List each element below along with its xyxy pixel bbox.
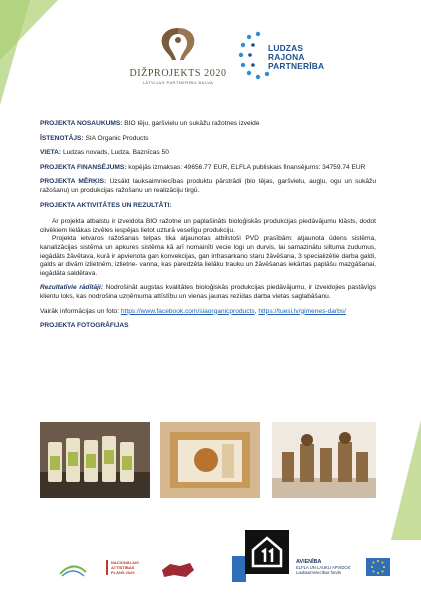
place-label: VIETA: <box>40 149 62 157</box>
implementer-value: SIA Organic Products <box>83 134 149 142</box>
dizprojekts-emblem-icon <box>156 24 200 66</box>
project-photos <box>40 422 380 502</box>
project-name-row <box>40 120 376 129</box>
eu-line-1: AVIENĪBA <box>296 559 322 565</box>
photos-heading: PROJEKTA FOTOGRĀFIJAS <box>40 322 129 330</box>
funding-label: PROJEKTA FINANSĒJUMS: <box>40 163 127 171</box>
plan-line-3: PLĀNS 2020 <box>111 570 135 575</box>
ludzas-line-2: RAJONA <box>268 52 305 62</box>
photo-products <box>272 422 376 498</box>
tuesi-link[interactable]: https://tuesi.lv/gimenes-darbs/ <box>258 307 346 315</box>
project-description <box>40 120 376 339</box>
results-row <box>40 284 376 301</box>
footer-logos <box>0 548 421 600</box>
plan-line-1: NACIONĀLAIS <box>111 560 139 565</box>
activities-paragraph-1: Ar projekta atbalstu ir izveidota BIO ražotne un paplašināts bioloģiskās produkcijas piedāvājumu klāsts, dodot cilvēkiem lielākas izvēles iespējas lietot uzturā veselīgu produkciju. <box>40 218 376 234</box>
overlay-badge[interactable] <box>245 530 289 574</box>
eu-flag-strip <box>232 556 246 582</box>
eu-line-2: ELFLA UN LAUKU APVIDOS <box>296 565 351 570</box>
national-plan-logo <box>106 560 139 575</box>
funding-value: kopējās izmaksas: 49656.77 EUR, ELFLA publiskais finansējums: 34759.74 EUR <box>126 163 366 171</box>
ludzas-line-1: LUDZAS <box>268 43 304 53</box>
latvia-map-icon <box>160 560 196 580</box>
implementer-label: ĪSTENOTĀJS: <box>40 134 84 142</box>
activities-heading: PROJEKTA AKTIVITĀTES UN REZULTĀTI: <box>40 201 172 209</box>
photo-tea-bags <box>40 422 150 498</box>
results-value: Nodrošināt augstas kvalitātes bioloģiskās produkcijas piedāvājumu, ir izveidojies pastāvīgs klientu loks, kas nodrošina uzņēmuma attīstību un vienas jaunas rezīdas darba vietas saglabāšanu. <box>40 284 376 300</box>
corner-decoration-bottom-right <box>381 420 421 540</box>
project-name-label: PROJEKTA NOSAUKUMS: <box>40 120 123 127</box>
funding-row <box>40 164 376 173</box>
more-info-row <box>40 308 376 317</box>
eu-line-3: Lauksaimniecības fonds <box>296 570 341 575</box>
dizprojekts-name: DIŽPROJEKTS 2020 <box>129 68 227 79</box>
eu-flag-icon <box>366 558 390 576</box>
goal-value: Uzsākt lauksaimniecības produktu pārstrādi (bio tējas, garšvielu, augļu, ogu un sukāžu ražošanu) un produkcijas ražošanu un realizāciju tirgū. <box>40 178 376 194</box>
place-value: Ludzas novads, Ludza, Baznīcas 50 <box>61 149 169 157</box>
plan-line-2: ATTĪSTĪBAS <box>111 565 135 570</box>
place-row <box>40 149 376 158</box>
project-name-value: BIO tēju, garšvielu un sukāžu ražotnes izveide <box>122 120 260 127</box>
eu-fund-logo <box>296 560 350 575</box>
house-number-icon <box>245 530 289 574</box>
more-info-text: Vairāk informācijas un foto: <box>40 307 121 315</box>
dizprojekts-logo <box>118 24 238 85</box>
corner-decoration-top-left <box>0 0 80 110</box>
ludzas-line-3: PARTNERĪBA <box>268 61 325 71</box>
activities-paragraph-2: Projekta ietvaros ražošanas telpas tika atjaunotas atbilstoši PVD prasībām: atjaunota ūdens sistēma, kanalizācijas sistēma un apkures sistēma kā arī nomainīti vecie logi un durvis, lai samazinātu siltuma zudumus, iegādāts žāvētava, kurā ir apvienota gan konvekcijas, gan infrasarkano staru žāvēšana, 3 specializētie darba galdi, galds ar divām izlietnēm, izlietne- vanna, kas paredzēta lielāku trauku un žāvēšanas iekārtas paplāšu mazgāšanai, iegādāta saldētava. <box>40 235 376 277</box>
photo-gift-box <box>160 422 260 498</box>
goal-label: PROJEKTA MĒRĶIS: <box>40 178 107 186</box>
link-separator: , <box>254 307 259 315</box>
goal-row <box>40 178 376 195</box>
dizprojekts-subtitle: LATVIJAS PARTNERĪBU BALVA <box>142 80 214 85</box>
results-label: Rezultatīvie rādītāji: <box>40 284 104 292</box>
ludzas-logo <box>238 28 358 88</box>
facebook-link[interactable]: https://www.facebook.com/siaorganicproducts <box>120 307 255 315</box>
leader-logo-icon <box>58 558 88 578</box>
implementer-row <box>40 135 376 144</box>
